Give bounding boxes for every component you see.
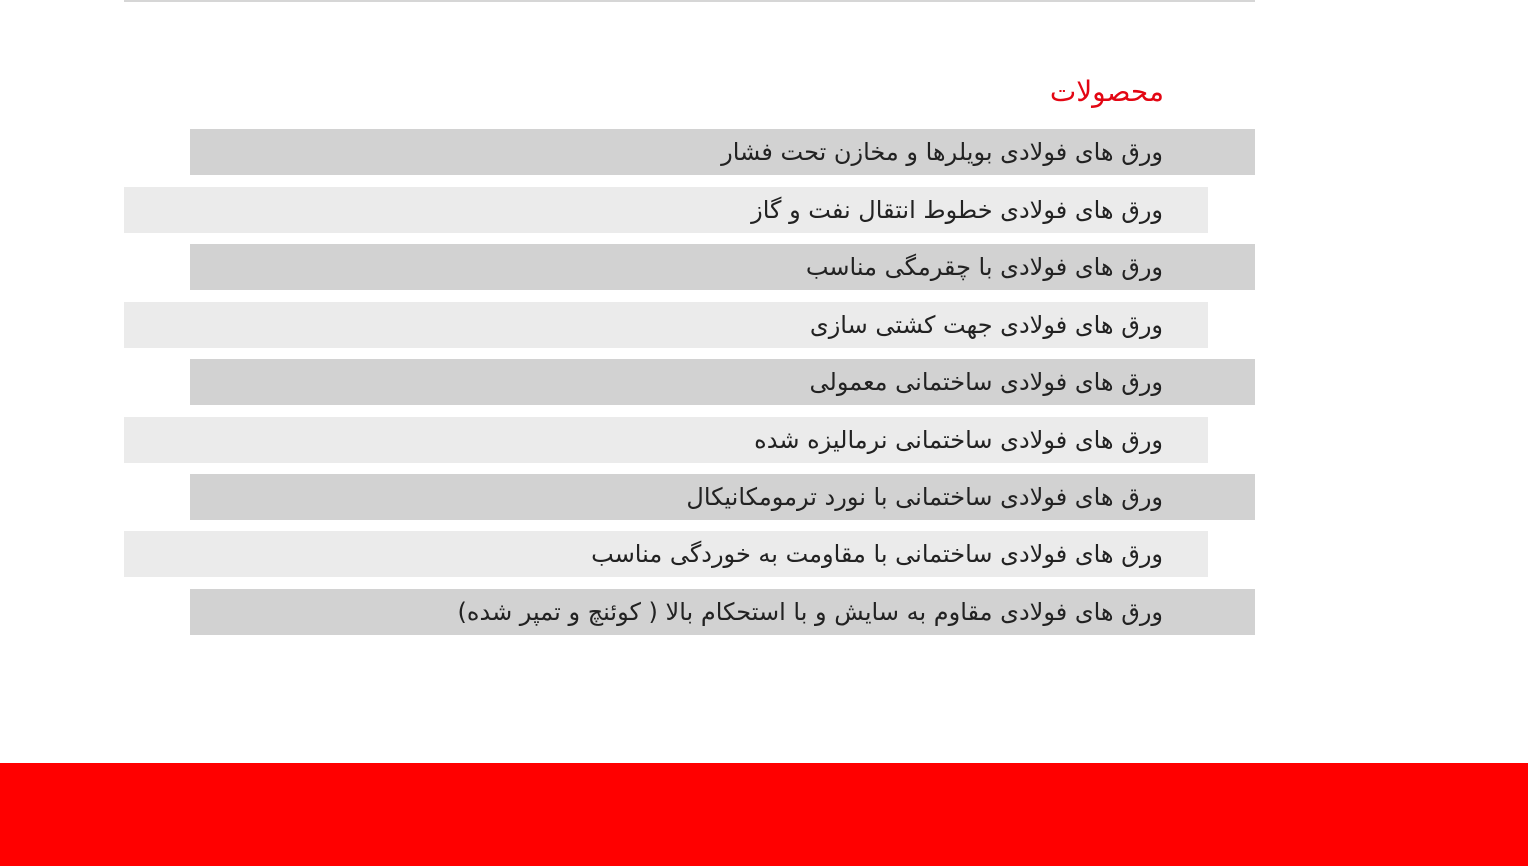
product-label: ورق های فولادی با چقرمگی مناسب bbox=[805, 253, 1163, 281]
section-title: محصولات bbox=[1049, 75, 1164, 108]
product-row bbox=[124, 531, 1208, 577]
product-label: ورق های فولادی مقاوم به سایش و با استحکام بالا ( کوئنچ و تمپر شده) bbox=[457, 598, 1163, 626]
top-divider bbox=[124, 0, 1255, 2]
product-row bbox=[124, 302, 1208, 348]
product-label: ورق های فولادی بویلرها و مخازن تحت فشار bbox=[721, 138, 1163, 166]
product-label: ورق های فولادی ساختمانی با نورد ترمومکانیکال bbox=[686, 483, 1163, 511]
product-label: ورق های فولادی خطوط انتقال نفت و گاز bbox=[751, 196, 1163, 224]
product-row bbox=[190, 359, 1255, 405]
product-label: ورق های فولادی ساختمانی با مقاومت به خوردگی مناسب bbox=[591, 540, 1163, 568]
product-row bbox=[124, 187, 1208, 233]
product-row bbox=[190, 129, 1255, 175]
product-row bbox=[124, 417, 1208, 463]
product-label: ورق های فولادی ساختمانی معمولی bbox=[809, 368, 1163, 396]
product-label: ورق های فولادی ساختمانی نرمالیزه شده bbox=[754, 426, 1163, 454]
product-label: ورق های فولادی جهت کشتی سازی bbox=[809, 311, 1163, 339]
footer-band bbox=[0, 763, 1528, 866]
product-row bbox=[190, 589, 1255, 635]
product-row bbox=[190, 244, 1255, 290]
product-row bbox=[190, 474, 1255, 520]
